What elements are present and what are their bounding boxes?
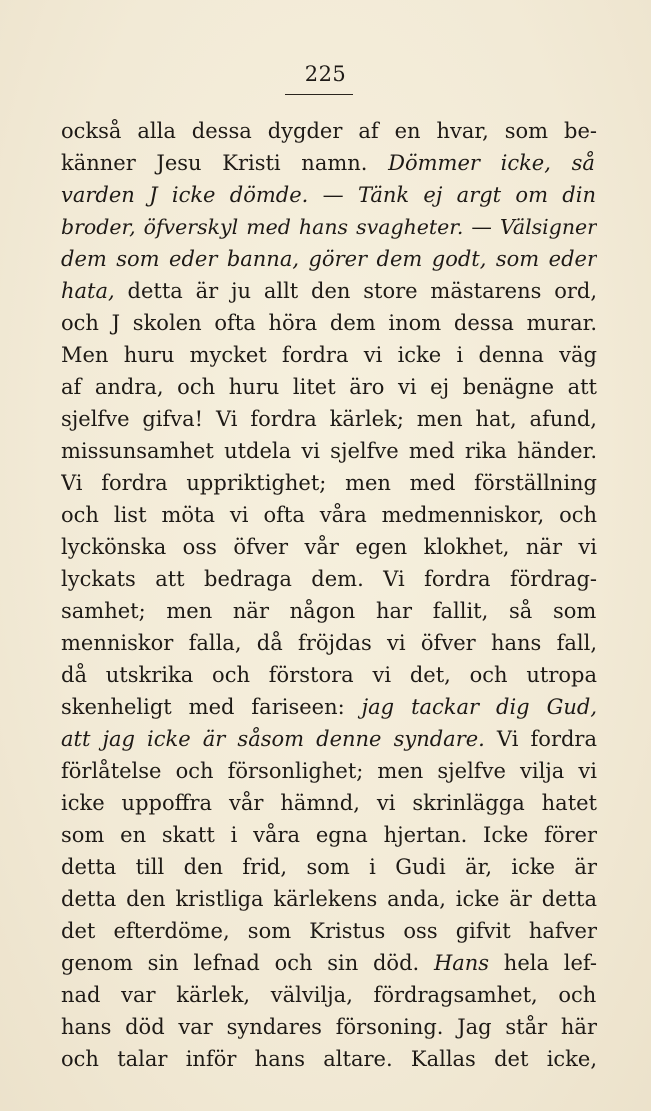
text-segment: också alla dessa dygder af en hvar, som be- bbox=[61, 119, 597, 143]
text-line bbox=[61, 755, 597, 787]
text-line bbox=[61, 179, 597, 211]
text-segment: och list möta vi ofta våra medmenniskor, och bbox=[61, 503, 597, 527]
text-line bbox=[61, 371, 597, 403]
text-segment: missunsamhet utdela vi sjelfve med rika händer. bbox=[61, 439, 597, 463]
italic-text: Tänk ej argt om din bbox=[357, 183, 596, 207]
text-segment: genom sin lefnad och sin död. bbox=[61, 951, 434, 975]
text-segment: detta den kristliga kärlekens anda, icke är detta bbox=[61, 887, 597, 911]
text-segment: — bbox=[463, 215, 500, 239]
text-line bbox=[61, 499, 597, 531]
text-segment: af andra, och huru litet äro vi ej benägne att bbox=[61, 375, 597, 399]
text-segment: lyckönska oss öfver vår egen klokhet, när vi bbox=[61, 535, 597, 559]
text-line bbox=[61, 211, 597, 243]
text-line bbox=[61, 403, 597, 435]
text-line bbox=[61, 883, 597, 915]
text-segment: menniskor falla, då fröjdas vi öfver hans fall, bbox=[61, 631, 597, 655]
text-segment: känner Jesu Kristi namn. bbox=[61, 151, 389, 175]
text-line bbox=[61, 275, 597, 307]
text-segment: hela lef- bbox=[489, 951, 597, 975]
text-segment: och J skolen ofta höra dem inom dessa murar. bbox=[61, 311, 597, 335]
text-line bbox=[61, 915, 597, 947]
italic-text: varden J icke dömde. bbox=[61, 183, 309, 207]
text-segment: det efterdöme, som Kristus oss gifvit hafver bbox=[61, 919, 597, 943]
text-line bbox=[61, 947, 597, 979]
text-segment: detta till den frid, som i Gudi är, icke är bbox=[61, 855, 597, 879]
text-line bbox=[61, 339, 597, 371]
text-segment: Men huru mycket fordra vi icke i denna väg bbox=[61, 343, 597, 367]
text-line bbox=[61, 1043, 597, 1075]
text-segment: skenheligt med fariseen: bbox=[61, 695, 362, 719]
text-segment: nad var kärlek, välvilja, fördragsamhet, och bbox=[61, 983, 597, 1007]
text-segment: samhet; men när någon har fallit, så som bbox=[61, 599, 597, 623]
text-segment: och talar inför hans altare. Kallas det icke, bbox=[61, 1047, 597, 1071]
text-line bbox=[61, 307, 597, 339]
text-line bbox=[61, 723, 597, 755]
text-segment: förlåtelse och försonlighet; men sjelfve vilja vi bbox=[61, 759, 597, 783]
text-line bbox=[61, 819, 597, 851]
text-line bbox=[61, 243, 597, 275]
italic-text: jag tackar dig Gud, bbox=[361, 695, 597, 719]
text-segment: detta är ju allt den store mästarens ord, bbox=[114, 279, 597, 303]
text-segment: — bbox=[308, 183, 358, 207]
text-line bbox=[61, 659, 597, 691]
body-text bbox=[61, 115, 597, 1075]
header-rule bbox=[285, 94, 353, 95]
text-line bbox=[61, 435, 597, 467]
text-line bbox=[61, 115, 597, 147]
text-line bbox=[61, 1011, 597, 1043]
text-line bbox=[61, 531, 597, 563]
text-line bbox=[61, 627, 597, 659]
text-line bbox=[61, 467, 597, 499]
text-line bbox=[61, 979, 597, 1011]
page-number: 225 bbox=[304, 62, 347, 86]
italic-text: Dömmer icke, så bbox=[388, 151, 595, 175]
text-line bbox=[61, 147, 597, 179]
text-line bbox=[61, 851, 597, 883]
italic-text: hata, bbox=[61, 279, 115, 303]
text-line bbox=[61, 595, 597, 627]
text-segment: Vi fordra bbox=[484, 727, 597, 751]
text-segment: då utskrika och förstora vi det, och utropa bbox=[61, 663, 597, 687]
italic-text: broder, öfverskyl med hans svagheter. bbox=[61, 215, 464, 239]
text-segment: lyckats att bedraga dem. Vi fordra fördrag- bbox=[61, 567, 597, 591]
text-segment: icke uppoffra vår hämnd, vi skrinlägga hatet bbox=[61, 791, 597, 815]
text-line bbox=[61, 691, 597, 723]
text-segment: Vi fordra uppriktighet; men med förställning bbox=[61, 471, 597, 495]
italic-text: Välsigner bbox=[499, 215, 597, 239]
text-line bbox=[61, 787, 597, 819]
italic-text: dem som eder banna, görer dem godt, som eder bbox=[61, 247, 597, 271]
text-segment: hans död var syndares försoning. Jag står här bbox=[61, 1015, 597, 1039]
text-segment: sjelfve gifva! Vi fordra kärlek; men hat, afund, bbox=[61, 407, 597, 431]
text-line bbox=[61, 563, 597, 595]
text-segment: som en skatt i våra egna hjertan. Icke förer bbox=[61, 823, 597, 847]
italic-text: Hans bbox=[433, 951, 490, 975]
italic-text: att jag icke är såsom denne syndare. bbox=[61, 727, 485, 751]
